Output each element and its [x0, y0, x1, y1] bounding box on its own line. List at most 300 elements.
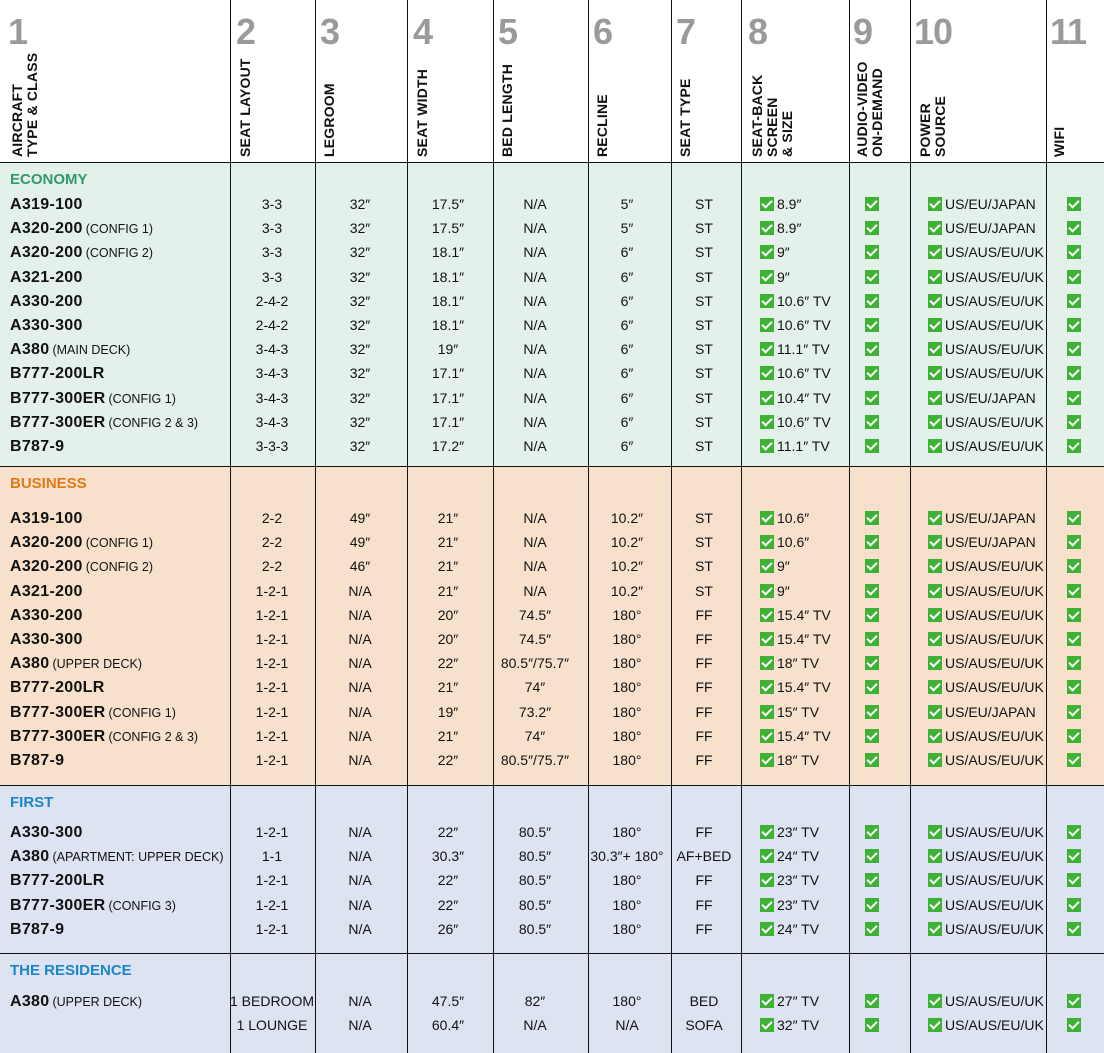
- aircraft-config-note: (CONFIG 1): [108, 392, 176, 406]
- cell-bed: N/A: [523, 341, 547, 357]
- check-icon: [928, 873, 942, 887]
- cell-recline: 180°: [612, 752, 642, 768]
- screen-size: 11.1″ TV: [777, 438, 830, 454]
- cell-power: [928, 603, 1044, 627]
- cell-recline: 180°: [612, 631, 642, 647]
- aircraft-model: A380: [10, 993, 50, 1010]
- check-icon: [865, 849, 879, 863]
- cell-screen: [760, 627, 831, 651]
- check-icon: [865, 415, 879, 429]
- screen-size: 10.6″: [777, 534, 810, 550]
- cell-legroom: 46″: [349, 558, 371, 574]
- cell-type: ST: [695, 196, 713, 212]
- cell-power: [928, 1013, 1044, 1037]
- cell-power: [928, 627, 1044, 651]
- cell-bed: N/A: [523, 510, 547, 526]
- check-icon: [1067, 680, 1081, 694]
- cell-recline: 6″: [620, 244, 634, 260]
- check-icon: [928, 270, 942, 284]
- aircraft-name: [10, 917, 64, 941]
- check-icon: [1067, 873, 1081, 887]
- cell-power: [928, 410, 1044, 434]
- column-number: 4: [413, 11, 433, 52]
- cell-screen: [760, 917, 819, 941]
- column-number: 11: [1050, 11, 1087, 52]
- table-row: [0, 216, 1104, 240]
- section-divider: [0, 162, 1104, 163]
- check-icon: [928, 366, 942, 380]
- aircraft-name: [10, 893, 176, 917]
- section-divider: [0, 953, 1104, 954]
- aircraft-config-note: (APARTMENT: UPPER DECK): [52, 850, 224, 864]
- cell-width: 21″: [437, 558, 459, 574]
- cell-type: ST: [695, 220, 713, 236]
- cell-bed: 80.5″/75.7″: [500, 655, 570, 671]
- cell-legroom: 32″: [349, 317, 371, 333]
- aircraft-name: [10, 603, 83, 627]
- aircraft-model: B777-200LR: [10, 679, 105, 696]
- cell-layout: 2-4-2: [255, 317, 289, 333]
- cell-width: 22″: [437, 655, 459, 671]
- cell-type: AF+BED: [676, 848, 732, 864]
- aircraft-name: [10, 700, 176, 724]
- check-icon: [865, 391, 879, 405]
- cell-legroom: N/A: [348, 921, 372, 937]
- check-icon: [865, 342, 879, 356]
- cell-width: 21″: [437, 534, 459, 550]
- check-icon: [760, 197, 774, 211]
- check-icon: [865, 729, 879, 743]
- check-icon: [928, 632, 942, 646]
- cell-legroom: 32″: [349, 390, 371, 406]
- check-icon: [760, 680, 774, 694]
- cell-screen: [760, 506, 809, 530]
- cell-power: [928, 313, 1044, 337]
- cell-screen: [760, 844, 819, 868]
- cell-recline: 6″: [620, 438, 634, 454]
- cell-legroom: 32″: [349, 220, 371, 236]
- aircraft-name: [10, 265, 83, 289]
- power-source: US/AUS/EU/UK: [945, 897, 1044, 913]
- cell-layout: 1-2-1: [255, 607, 289, 623]
- cell-type: ST: [695, 269, 713, 285]
- check-icon: [1067, 342, 1081, 356]
- cell-recline: 6″: [620, 317, 634, 333]
- check-icon: [865, 873, 879, 887]
- check-icon: [760, 559, 774, 573]
- screen-size: 9″: [777, 269, 790, 285]
- cell-layout: 3-4-3: [255, 365, 289, 381]
- check-icon: [760, 873, 774, 887]
- table-row: [0, 361, 1104, 385]
- cell-screen: [760, 434, 830, 458]
- screen-size: 9″: [777, 244, 790, 260]
- aircraft-model: A330-300: [10, 317, 83, 334]
- cell-power: [928, 289, 1044, 313]
- aircraft-name: [10, 554, 153, 578]
- aircraft-config-note: (CONFIG 2 & 3): [108, 416, 199, 430]
- table-row: [0, 748, 1104, 772]
- cell-bed: 80.5″/75.7″: [500, 752, 570, 768]
- check-icon: [760, 922, 774, 936]
- check-icon: [928, 559, 942, 573]
- cell-recline: 6″: [620, 341, 634, 357]
- cell-type: ST: [695, 365, 713, 381]
- check-icon: [865, 825, 879, 839]
- power-source: US/AUS/EU/UK: [945, 655, 1044, 671]
- cell-layout: 3-4-3: [255, 341, 289, 357]
- check-icon: [865, 511, 879, 525]
- cell-power: [928, 240, 1044, 264]
- cell-layout: 1-2-1: [255, 704, 289, 720]
- cell-type: SOFA: [685, 1017, 723, 1033]
- aircraft-name: [10, 434, 64, 458]
- cell-type: ST: [695, 244, 713, 260]
- cell-bed: N/A: [523, 1017, 547, 1033]
- check-icon: [928, 825, 942, 839]
- column-number: 3: [320, 11, 340, 52]
- cell-bed: 80.5″: [518, 848, 552, 864]
- aircraft-model: A319-100: [10, 510, 83, 527]
- aircraft-model: A320-200: [10, 220, 83, 237]
- check-icon: [760, 1018, 774, 1032]
- cell-layout: 1-2-1: [255, 631, 289, 647]
- check-icon: [1067, 318, 1081, 332]
- table-row: [0, 240, 1104, 264]
- check-icon: [1067, 439, 1081, 453]
- check-icon: [928, 221, 942, 235]
- aircraft-model: B777-300ER: [10, 897, 106, 914]
- aircraft-model: B777-200LR: [10, 365, 105, 382]
- screen-size: 24″ TV: [777, 848, 820, 864]
- screen-size: 15.4″ TV: [777, 679, 831, 695]
- check-icon: [928, 439, 942, 453]
- section-title-residence: THE RESIDENCE: [10, 962, 132, 979]
- check-icon: [1067, 511, 1081, 525]
- cell-legroom: N/A: [348, 679, 372, 695]
- aircraft-model: B777-300ER: [10, 704, 106, 721]
- cell-layout: 1 BEDROOM: [229, 993, 314, 1009]
- cell-recline: 6″: [620, 293, 634, 309]
- aircraft-name: [10, 192, 83, 216]
- aircraft-name: [10, 651, 142, 675]
- cell-screen: [760, 700, 819, 724]
- screen-size: 8.9″: [777, 220, 802, 236]
- table-row: [0, 675, 1104, 699]
- cell-screen: [760, 651, 819, 675]
- aircraft-model: A380: [10, 848, 50, 865]
- cell-width: 19″: [437, 704, 459, 720]
- power-source: US/AUS/EU/UK: [945, 921, 1044, 937]
- check-icon: [865, 318, 879, 332]
- check-icon: [865, 705, 879, 719]
- aircraft-name: [10, 868, 105, 892]
- check-icon: [928, 511, 942, 525]
- cell-bed: 80.5″: [518, 872, 552, 888]
- aircraft-name: [10, 410, 198, 434]
- section-title-business: BUSINESS: [10, 475, 87, 492]
- check-icon: [865, 584, 879, 598]
- aircraft-model: B777-300ER: [10, 414, 106, 431]
- table-row: [0, 917, 1104, 941]
- check-icon: [1067, 632, 1081, 646]
- check-icon: [1067, 415, 1081, 429]
- table-row: [0, 337, 1104, 361]
- aircraft-config-note: (CONFIG 2): [85, 560, 154, 574]
- cell-recline: 180°: [612, 824, 642, 840]
- cell-bed: 80.5″: [518, 897, 552, 913]
- screen-size: 23″ TV: [777, 872, 820, 888]
- check-icon: [760, 245, 774, 259]
- check-icon: [1067, 849, 1081, 863]
- screen-size: 10.6″: [777, 510, 810, 526]
- screen-size: 9″: [777, 583, 790, 599]
- power-source: US/AUS/EU/UK: [945, 824, 1044, 840]
- check-icon: [760, 825, 774, 839]
- cell-legroom: N/A: [348, 655, 372, 671]
- check-icon: [1067, 1018, 1081, 1032]
- cell-bed: 80.5″: [518, 921, 552, 937]
- table-row: [0, 579, 1104, 603]
- cell-width: 18.1″: [431, 317, 465, 333]
- cell-layout: 1-2-1: [255, 728, 289, 744]
- aircraft-model: B777-200LR: [10, 872, 105, 889]
- check-icon: [760, 366, 774, 380]
- power-source: US/AUS/EU/UK: [945, 438, 1044, 454]
- cell-type: BED: [689, 993, 719, 1009]
- column-header: AUDIO-VIDEO ON-DEMAND: [854, 61, 885, 157]
- column-header: BED LENGTH: [499, 64, 515, 157]
- cell-legroom: 32″: [349, 269, 371, 285]
- aircraft-model: A320-200: [10, 534, 83, 551]
- power-source: US/EU/JAPAN: [945, 196, 1036, 212]
- cell-power: [928, 989, 1044, 1013]
- cell-screen: [760, 603, 831, 627]
- cell-power: [928, 361, 1044, 385]
- table-row: [0, 386, 1104, 410]
- power-source: US/AUS/EU/UK: [945, 848, 1044, 864]
- cell-power: [928, 700, 1036, 724]
- cell-legroom: N/A: [348, 897, 372, 913]
- aircraft-model: B777-300ER: [10, 728, 106, 745]
- check-icon: [865, 898, 879, 912]
- check-icon: [865, 559, 879, 573]
- cell-type: FF: [695, 655, 713, 671]
- check-icon: [928, 680, 942, 694]
- check-icon: [1067, 825, 1081, 839]
- cell-screen: [760, 748, 819, 772]
- check-icon: [760, 270, 774, 284]
- cell-layout: 1-2-1: [255, 583, 289, 599]
- aircraft-name: [10, 506, 83, 530]
- aircraft-model: A380: [10, 655, 50, 672]
- check-icon: [928, 705, 942, 719]
- cell-legroom: 32″: [349, 196, 371, 212]
- table-row: [0, 627, 1104, 651]
- table-row: [0, 434, 1104, 458]
- aircraft-model: B787-9: [10, 752, 65, 769]
- cell-legroom: N/A: [348, 872, 372, 888]
- cell-bed: 74″: [524, 679, 546, 695]
- cell-screen: [760, 289, 831, 313]
- cell-width: 30.3″: [431, 848, 465, 864]
- cell-width: 17.1″: [431, 365, 465, 381]
- section-title-economy: ECONOMY: [10, 171, 88, 188]
- aircraft-model: A330-200: [10, 607, 83, 624]
- cell-width: 17.5″: [431, 220, 465, 236]
- column-number: 9: [853, 11, 873, 52]
- cell-recline: 180°: [612, 655, 642, 671]
- cell-width: 17.1″: [431, 414, 465, 430]
- table-row: [0, 700, 1104, 724]
- screen-size: 23″ TV: [777, 897, 820, 913]
- cell-layout: 3-4-3: [255, 390, 289, 406]
- check-icon: [865, 294, 879, 308]
- cell-layout: 3-3: [261, 220, 283, 236]
- cell-type: FF: [695, 631, 713, 647]
- section-divider: [0, 466, 1104, 467]
- check-icon: [865, 608, 879, 622]
- cell-width: 21″: [437, 728, 459, 744]
- table-row: [0, 313, 1104, 337]
- cell-screen: [760, 893, 819, 917]
- cell-layout: 2-2: [261, 558, 283, 574]
- aircraft-model: A320-200: [10, 558, 83, 575]
- check-icon: [1067, 753, 1081, 767]
- screen-size: 18″ TV: [777, 655, 820, 671]
- check-icon: [760, 221, 774, 235]
- check-icon: [760, 898, 774, 912]
- check-icon: [865, 922, 879, 936]
- cell-width: 20″: [437, 631, 459, 647]
- cell-recline: 180°: [612, 921, 642, 937]
- aircraft-model: A321-200: [10, 269, 83, 286]
- cell-recline: 180°: [612, 872, 642, 888]
- cell-power: [928, 192, 1036, 216]
- cell-width: 18.1″: [431, 269, 465, 285]
- cell-power: [928, 820, 1044, 844]
- check-icon: [1067, 197, 1081, 211]
- cell-type: ST: [695, 414, 713, 430]
- cell-bed: N/A: [523, 390, 547, 406]
- cell-screen: [760, 192, 801, 216]
- check-icon: [928, 342, 942, 356]
- cell-type: ST: [695, 583, 713, 599]
- aircraft-name: [10, 530, 153, 554]
- check-icon: [928, 197, 942, 211]
- check-icon: [760, 535, 774, 549]
- check-icon: [928, 1018, 942, 1032]
- aircraft-config-note: (CONFIG 1): [85, 536, 154, 550]
- aircraft-config-note: (CONFIG 3): [108, 899, 176, 913]
- power-source: US/EU/JAPAN: [945, 220, 1036, 236]
- cell-bed: N/A: [523, 317, 547, 333]
- power-source: US/AUS/EU/UK: [945, 341, 1044, 357]
- cell-layout: 2-2: [261, 534, 283, 550]
- cell-layout: 1-2-1: [255, 872, 289, 888]
- cell-screen: [760, 216, 801, 240]
- check-icon: [865, 753, 879, 767]
- check-icon: [760, 632, 774, 646]
- cell-layout: 2-2: [261, 510, 283, 526]
- cell-legroom: 32″: [349, 414, 371, 430]
- cell-layout: 1-2-1: [255, 655, 289, 671]
- cell-legroom: N/A: [348, 848, 372, 864]
- cell-recline: 5″: [620, 196, 634, 212]
- cell-type: FF: [695, 728, 713, 744]
- power-source: US/AUS/EU/UK: [945, 631, 1044, 647]
- check-icon: [760, 994, 774, 1008]
- cell-recline: 10.2″: [610, 510, 644, 526]
- column-header: SEAT LAYOUT: [237, 58, 253, 157]
- check-icon: [865, 656, 879, 670]
- screen-size: 10.4″ TV: [777, 390, 831, 406]
- table-row: [0, 265, 1104, 289]
- aircraft-model: B787-9: [10, 921, 65, 938]
- cell-legroom: 32″: [349, 293, 371, 309]
- check-icon: [865, 221, 879, 235]
- cell-width: 22″: [437, 752, 459, 768]
- check-icon: [865, 439, 879, 453]
- screen-size: 9″: [777, 558, 790, 574]
- cell-screen: [760, 410, 831, 434]
- cell-width: 21″: [437, 583, 459, 599]
- check-icon: [1067, 584, 1081, 598]
- cell-power: [928, 651, 1044, 675]
- power-source: US/AUS/EU/UK: [945, 1017, 1044, 1033]
- check-icon: [1067, 656, 1081, 670]
- cell-screen: [760, 313, 831, 337]
- cell-bed: N/A: [523, 293, 547, 309]
- check-icon: [1067, 994, 1081, 1008]
- screen-size: 8.9″: [777, 196, 802, 212]
- cell-power: [928, 579, 1044, 603]
- check-icon: [760, 511, 774, 525]
- table-row: [0, 893, 1104, 917]
- check-icon: [928, 584, 942, 598]
- cell-recline: 180°: [612, 607, 642, 623]
- check-icon: [928, 849, 942, 863]
- aircraft-name: [10, 844, 224, 868]
- cell-legroom: N/A: [348, 1017, 372, 1033]
- table-row: [0, 1013, 1104, 1037]
- cell-screen: [760, 386, 831, 410]
- cell-type: FF: [695, 921, 713, 937]
- check-icon: [760, 849, 774, 863]
- cell-type: ST: [695, 390, 713, 406]
- cell-legroom: N/A: [348, 704, 372, 720]
- power-source: US/AUS/EU/UK: [945, 414, 1044, 430]
- table-row: [0, 651, 1104, 675]
- check-icon: [928, 608, 942, 622]
- cell-recline: 10.2″: [610, 583, 644, 599]
- aircraft-name: [10, 820, 83, 844]
- check-icon: [1067, 391, 1081, 405]
- cell-screen: [760, 820, 819, 844]
- section-title-first: FIRST: [10, 794, 54, 811]
- cell-width: 20″: [437, 607, 459, 623]
- power-source: US/EU/JAPAN: [945, 534, 1036, 550]
- power-source: US/AUS/EU/UK: [945, 752, 1044, 768]
- cell-screen: [760, 1013, 819, 1037]
- cell-legroom: N/A: [348, 631, 372, 647]
- cell-power: [928, 265, 1044, 289]
- check-icon: [760, 705, 774, 719]
- cell-type: ST: [695, 317, 713, 333]
- table-row: [0, 868, 1104, 892]
- check-icon: [1067, 559, 1081, 573]
- cell-recline: 6″: [620, 414, 634, 430]
